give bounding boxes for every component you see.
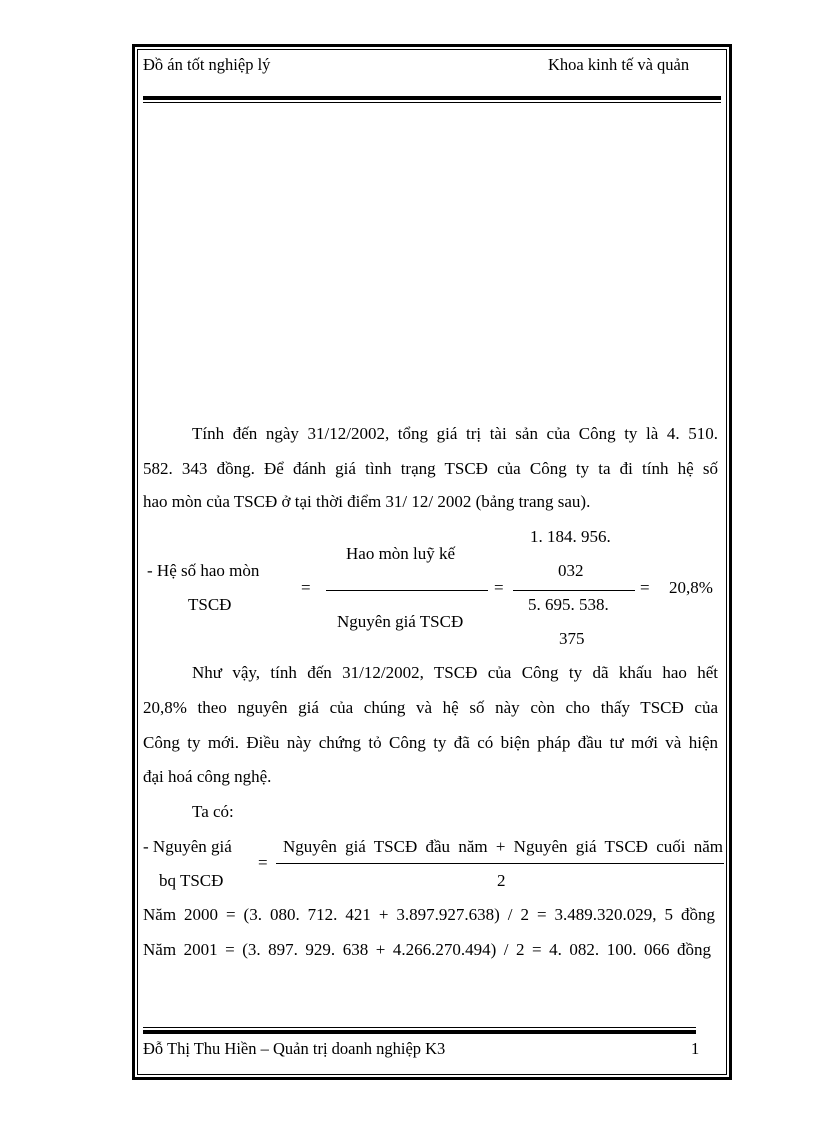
f1-denominator: Nguyên giá TSCĐ bbox=[337, 612, 464, 631]
f1-fraction-bar bbox=[326, 590, 488, 591]
f2-fraction-bar bbox=[276, 863, 724, 864]
para2-line3: Công ty mới. Điều này chứng tỏ Công ty đã có biện pháp đầu tư mới và hiện bbox=[143, 733, 718, 752]
f1-label-1: - Hệ số hao mòn bbox=[147, 561, 260, 580]
f2-eq: = bbox=[258, 853, 268, 872]
f2-label-2: bq TSCĐ bbox=[159, 871, 224, 890]
para1-line2: 582. 343 đồng. Để đánh giá tình trạng TSCĐ của Công ty ta đi tính hệ số bbox=[143, 459, 718, 478]
f1-den-value-1: 5. 695. 538. bbox=[528, 595, 609, 614]
f1-numerator: Hao mòn luỹ kế bbox=[346, 544, 456, 563]
f1-value-bar bbox=[513, 590, 635, 591]
footer-author: Đỗ Thị Thu Hiền – Quản trị doanh nghiệp K3 bbox=[143, 1039, 446, 1058]
year-line-2000: Năm 2000 = (3. 080. 712. 421 + 3.897.927.638) / 2 = 3.489.320.029, 5 đồng bbox=[143, 905, 715, 924]
f1-num-value-2: 032 bbox=[558, 561, 584, 580]
para2-line4: đại hoá công nghệ. bbox=[143, 767, 272, 786]
f1-eq1: = bbox=[301, 578, 311, 597]
header-rule bbox=[143, 96, 721, 100]
header-left: Đồ án tốt nghiệp lý bbox=[143, 55, 271, 74]
f2-label-1: - Nguyên giá bbox=[143, 837, 232, 856]
f1-num-value-1: 1. 184. 956. bbox=[530, 527, 611, 546]
header-rule-thin bbox=[143, 102, 721, 103]
f1-label-2: TSCĐ bbox=[188, 595, 232, 614]
para2-line1: Như vậy, tính đến 31/12/2002, TSCĐ của Công ty dã khấu hao hết bbox=[192, 663, 718, 682]
year-line-2001: Năm 2001 = (3. 897. 929. 638 + 4.266.270.494) / 2 = 4. 082. 100. 066 đồng bbox=[143, 940, 711, 959]
f1-result: 20,8% bbox=[669, 578, 713, 597]
footer-rule bbox=[143, 1030, 696, 1034]
f1-eq3: = bbox=[640, 578, 650, 597]
f1-eq2: = bbox=[494, 578, 504, 597]
page-number: 1 bbox=[691, 1039, 700, 1058]
para1-line1: Tính đến ngày 31/12/2002, tổng giá trị tài sản của Công ty là 4. 510. bbox=[192, 424, 718, 443]
f2-denominator: 2 bbox=[497, 871, 506, 890]
para2-line2: 20,8% theo nguyên giá của chúng và hệ số này còn cho thấy TSCĐ của bbox=[143, 698, 718, 717]
header-right: Khoa kinh tế và quản bbox=[548, 55, 690, 74]
ta-co: Ta có: bbox=[192, 802, 234, 821]
para1-line3: hao mòn của TSCĐ ở tại thời điểm 31/ 12/ 2002 (bảng trang sau). bbox=[143, 492, 591, 511]
footer-rule-thin bbox=[143, 1027, 696, 1028]
f2-numerator: Nguyên giá TSCĐ đầu năm + Nguyên giá TSCĐ cuối năm bbox=[283, 837, 723, 856]
f1-den-value-2: 375 bbox=[559, 629, 585, 648]
